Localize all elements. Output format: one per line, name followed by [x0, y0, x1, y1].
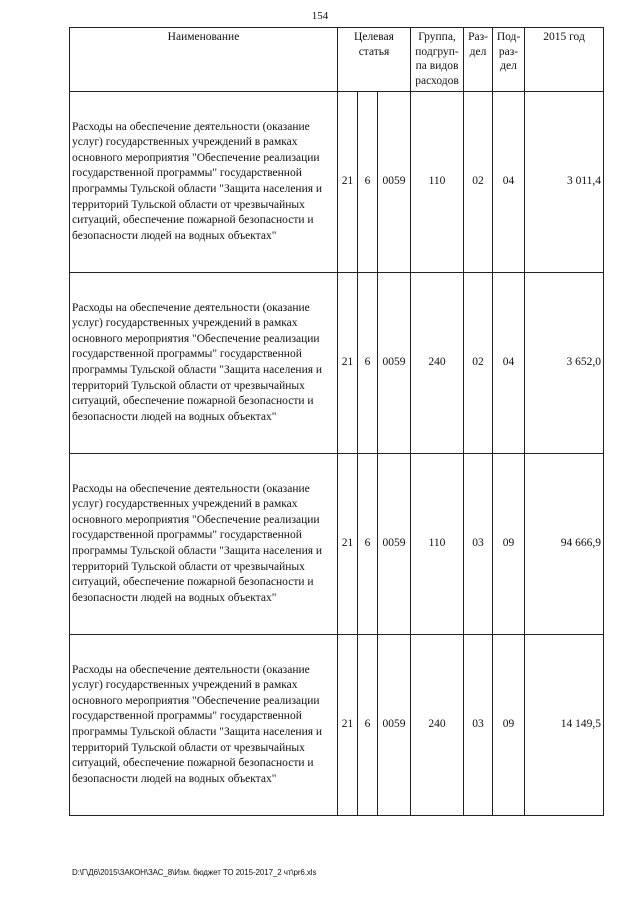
row-subsection: 09 — [493, 635, 525, 816]
header-name: Наименование — [70, 28, 338, 92]
row-expense-group: 110 — [411, 92, 464, 273]
row-section: 03 — [464, 635, 493, 816]
row-section: 02 — [464, 92, 493, 273]
header-expense-group: Группа, подгруп-па видов расходов — [411, 28, 464, 92]
row-code-program: 21 — [338, 92, 358, 273]
table-row — [70, 273, 604, 454]
row-subsection: 09 — [493, 454, 525, 635]
row-name: Расходы на обеспечение деятельности (оказание услуг) государственных учреждений в рамках основного мероприятия "Обеспечение реализации государственной программы" государственной программы Тульской области "Защита населения и территорий Тульской области от чрезвычайных ситуаций, обеспечение пожарной безопасности и безопасности людей на водных объектах" — [70, 635, 338, 816]
table-row — [70, 92, 604, 273]
row-name: Расходы на обеспечение деятельности (оказание услуг) государственных учреждений в рамках основного мероприятия "Обеспечение реализации государственной программы" государственной программы Тульской области "Защита населения и территорий Тульской области от чрезвычайных ситуаций, обеспечение пожарной безопасности и безопасности людей на водных объектах" — [70, 273, 338, 454]
row-code-program: 21 — [338, 273, 358, 454]
row-expense-group: 240 — [411, 273, 464, 454]
row-name: Расходы на обеспечение деятельности (оказание услуг) государственных учреждений в рамках основного мероприятия "Обеспечение реализации государственной программы" государственной программы Тульской области "Защита населения и территорий Тульской области от чрезвычайных ситуаций, обеспечение пожарной безопасности и безопасности людей на водных объектах" — [70, 92, 338, 273]
row-amount: 94 666,9 — [525, 454, 604, 635]
header-year: 2015 год — [525, 28, 604, 92]
table-row — [70, 635, 604, 816]
row-section: 03 — [464, 454, 493, 635]
row-code-program: 21 — [338, 635, 358, 816]
row-section: 02 — [464, 273, 493, 454]
row-code-subprogram: 6 — [358, 92, 378, 273]
header-subsection: Под-раз-дел — [493, 28, 525, 92]
row-subsection: 04 — [493, 273, 525, 454]
page-number: 154 — [311, 10, 329, 22]
row-code-subprogram: 6 — [358, 635, 378, 816]
header-section: Раз-дел — [464, 28, 493, 92]
row-code-subprogram: 6 — [358, 454, 378, 635]
row-expense-group: 110 — [411, 454, 464, 635]
row-code-direction: 0059 — [378, 454, 411, 635]
row-subsection: 04 — [493, 92, 525, 273]
row-amount: 3 652,0 — [525, 273, 604, 454]
row-code-direction: 0059 — [378, 273, 411, 454]
file-path-footer: D:\Г\Д6\2015\ЗАКОН\ЗАС_8\Изм. бюджет ТО 2015-2017_2 чт\pr6.xls — [72, 868, 317, 877]
header-target-article: Целевая статья — [338, 28, 411, 92]
table-header-row — [70, 28, 604, 92]
row-code-direction: 0059 — [378, 635, 411, 816]
row-expense-group: 240 — [411, 635, 464, 816]
table-row — [70, 454, 604, 635]
row-amount: 3 011,4 — [525, 92, 604, 273]
row-code-program: 21 — [338, 454, 358, 635]
row-amount: 14 149,5 — [525, 635, 604, 816]
budget-table — [69, 27, 604, 816]
row-name: Расходы на обеспечение деятельности (оказание услуг) государственных учреждений в рамках основного мероприятия "Обеспечение реализации государственной программы" государственной программы Тульской области "Защита населения и территорий Тульской области от чрезвычайных ситуаций, обеспечение пожарной безопасности и безопасности людей на водных объектах" — [70, 454, 338, 635]
row-code-direction: 0059 — [378, 92, 411, 273]
row-code-subprogram: 6 — [358, 273, 378, 454]
